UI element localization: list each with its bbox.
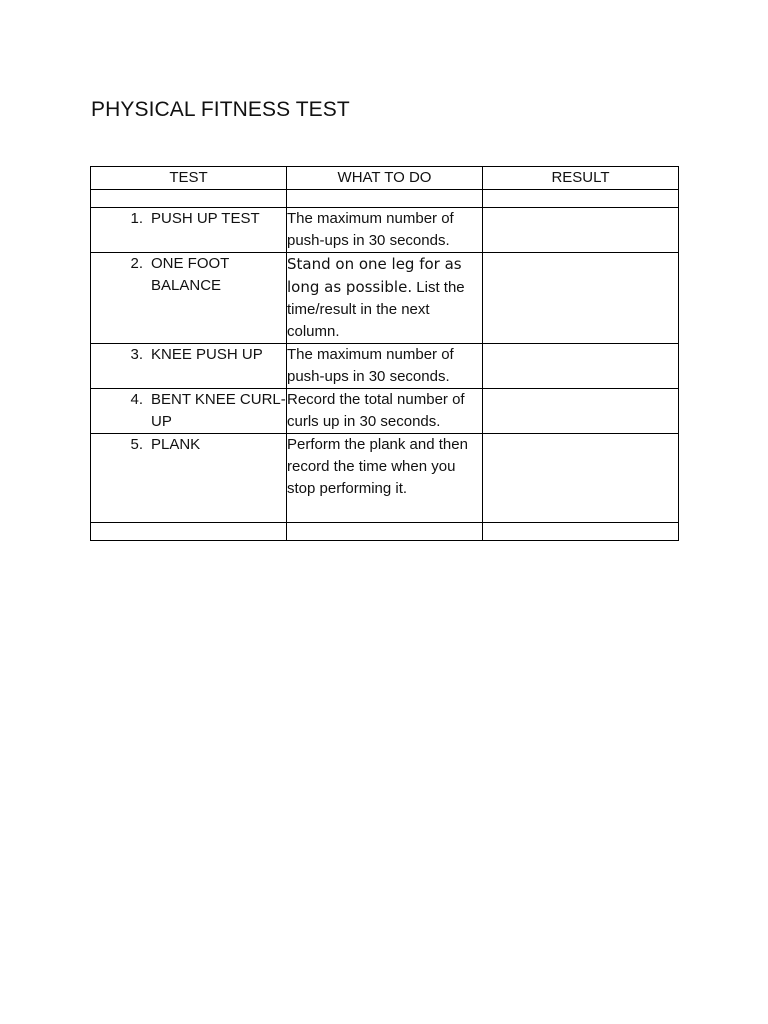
- test-number: 3.: [130, 346, 143, 363]
- test-name: PLANK: [151, 436, 201, 453]
- instruction-text: Perform the plank and then record the time when you stop performing it.: [287, 436, 468, 497]
- result-cell[interactable]: [483, 434, 679, 523]
- column-header-result: RESULT: [483, 167, 679, 190]
- column-header-test: TEST: [91, 167, 287, 190]
- table-spacer-row: [91, 523, 679, 541]
- test-name: ONE FOOT BALANCE: [151, 255, 230, 294]
- table-spacer-row: [91, 190, 679, 208]
- test-number: 2.: [130, 255, 143, 272]
- table-header-row: [91, 167, 679, 190]
- test-name: PUSH UP TEST: [151, 210, 260, 227]
- test-cell: [91, 253, 287, 344]
- test-name: BENT KNEE CURL-UP: [151, 391, 286, 430]
- page-title: PHYSICAL FITNESS TEST: [91, 98, 350, 121]
- test-cell: [91, 344, 287, 389]
- result-cell[interactable]: [483, 344, 679, 389]
- what-to-do-cell: [287, 344, 483, 389]
- table-row: [91, 253, 679, 344]
- table-row: [91, 208, 679, 253]
- test-number: 1.: [130, 210, 143, 227]
- test-number: 4.: [130, 391, 143, 408]
- instruction-text: The maximum number of push-ups in 30 seconds.: [287, 210, 454, 249]
- test-number: 5.: [130, 436, 143, 453]
- test-name: KNEE PUSH UP: [151, 346, 263, 363]
- what-to-do-cell: [287, 208, 483, 253]
- fitness-test-table: [90, 166, 679, 541]
- result-cell[interactable]: [483, 253, 679, 344]
- table-row: [91, 434, 679, 523]
- instruction-text: Record the total number of curls up in 30 seconds.: [287, 391, 465, 430]
- what-to-do-cell: [287, 434, 483, 523]
- test-cell: [91, 208, 287, 253]
- instruction-emphasis-text: Stand on one leg for as long as possible.: [287, 255, 462, 296]
- instruction-text: The maximum number of push-ups in 30 seconds.: [287, 346, 454, 385]
- test-cell: [91, 389, 287, 434]
- table-row: [91, 344, 679, 389]
- instruction-text: List the time/result in the next column.: [287, 279, 465, 340]
- result-cell[interactable]: [483, 208, 679, 253]
- column-header-what-to-do: WHAT TO DO: [287, 167, 483, 190]
- what-to-do-cell: [287, 253, 483, 344]
- what-to-do-cell: [287, 389, 483, 434]
- test-cell: [91, 434, 287, 523]
- result-cell[interactable]: [483, 389, 679, 434]
- table-row: [91, 389, 679, 434]
